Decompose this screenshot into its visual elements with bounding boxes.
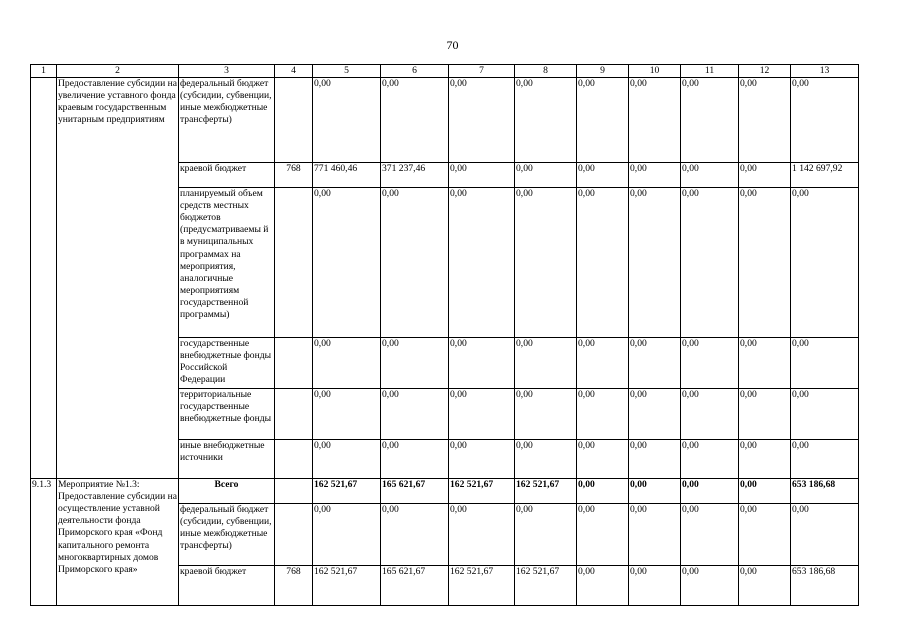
value-cell: 0,00 xyxy=(381,78,449,163)
header-cell: 2 xyxy=(57,65,179,78)
value-cell: 0,00 xyxy=(381,188,449,338)
value-cell: 0,00 xyxy=(681,479,739,504)
value-cell: 165 621,67 xyxy=(381,566,449,606)
table-row xyxy=(31,479,859,504)
value-cell: 0,00 xyxy=(381,440,449,479)
value-cell: 0,00 xyxy=(449,440,515,479)
header-cell: 9 xyxy=(577,65,629,78)
value-cell: 0,00 xyxy=(381,389,449,440)
code-cell xyxy=(275,479,313,504)
value-cell: 0,00 xyxy=(739,504,791,566)
header-cell: 4 xyxy=(275,65,313,78)
value-cell: 0,00 xyxy=(739,440,791,479)
value-cell: 0,00 xyxy=(515,163,577,188)
value-cell: 162 521,67 xyxy=(515,566,577,606)
value-cell: 0,00 xyxy=(449,504,515,566)
value-cell: 0,00 xyxy=(629,504,681,566)
value-cell: 0,00 xyxy=(381,338,449,389)
value-cell: 0,00 xyxy=(681,504,739,566)
value-cell: 0,00 xyxy=(515,338,577,389)
funding-source-cell: государственные внебюджетные фонды Российской Федерации xyxy=(179,338,275,389)
value-cell: 0,00 xyxy=(739,566,791,606)
value-cell: 0,00 xyxy=(577,504,629,566)
total-cell: 0,00 xyxy=(791,440,859,479)
value-cell: 0,00 xyxy=(629,163,681,188)
value-cell: 0,00 xyxy=(313,188,381,338)
value-cell: 0,00 xyxy=(681,163,739,188)
funding-source-cell: федеральный бюджет (субсидии, субвенции, иные межбюджетные трансферты) xyxy=(179,504,275,566)
value-cell: 0,00 xyxy=(739,389,791,440)
value-cell: 0,00 xyxy=(629,338,681,389)
value-cell: 0,00 xyxy=(515,389,577,440)
header-cell: 7 xyxy=(449,65,515,78)
total-cell: 0,00 xyxy=(791,188,859,338)
activity-name-cell: Предоставление субсидии на увеличение уставного фонда краевым государственным унитарным предприятиям xyxy=(57,78,179,479)
funding-source-cell: планируемый объем средств местных бюджетов (предусматриваемы й в муниципальных программах на мероприятия, аналогичные мероприятиям государственной программы) xyxy=(179,188,275,338)
code-cell xyxy=(275,338,313,389)
value-cell: 162 521,67 xyxy=(313,566,381,606)
value-cell: 0,00 xyxy=(681,440,739,479)
header-cell: 6 xyxy=(381,65,449,78)
total-cell: 0,00 xyxy=(791,389,859,440)
value-cell: 0,00 xyxy=(577,338,629,389)
value-cell: 0,00 xyxy=(577,188,629,338)
funding-source-cell: Всего xyxy=(179,479,275,504)
value-cell: 0,00 xyxy=(449,389,515,440)
value-cell: 0,00 xyxy=(629,479,681,504)
value-cell: 0,00 xyxy=(313,440,381,479)
funding-source-cell: иные внебюджетные источники xyxy=(179,440,275,479)
value-cell: 0,00 xyxy=(629,440,681,479)
code-cell: 768 xyxy=(275,163,313,188)
page-number: 70 xyxy=(446,38,459,52)
value-cell: 165 621,67 xyxy=(381,479,449,504)
value-cell: 0,00 xyxy=(313,338,381,389)
value-cell: 0,00 xyxy=(515,440,577,479)
funding-source-cell: краевой бюджет xyxy=(179,163,275,188)
row-number-cell xyxy=(31,78,57,479)
value-cell: 0,00 xyxy=(381,504,449,566)
code-cell xyxy=(275,389,313,440)
value-cell: 0,00 xyxy=(313,504,381,566)
budget-table xyxy=(30,64,859,606)
column-number-header xyxy=(31,65,859,78)
value-cell: 0,00 xyxy=(739,163,791,188)
value-cell: 0,00 xyxy=(449,78,515,163)
activity-name-cell: Мероприятие №1.3: Предоставление субсидии на осуществление уставной деятельности фонда Приморского края «Фонд капитального ремонта многоквартирных домов Приморского края» xyxy=(57,479,179,606)
total-cell: 653 186,68 xyxy=(791,479,859,504)
value-cell: 162 521,67 xyxy=(515,479,577,504)
value-cell: 0,00 xyxy=(577,479,629,504)
code-cell: 768 xyxy=(275,566,313,606)
value-cell: 0,00 xyxy=(739,338,791,389)
total-cell: 0,00 xyxy=(791,338,859,389)
funding-source-cell: территориальные государственные внебюджетные фонды xyxy=(179,389,275,440)
value-cell: 0,00 xyxy=(515,188,577,338)
header-cell: 11 xyxy=(681,65,739,78)
code-cell xyxy=(275,188,313,338)
value-cell: 0,00 xyxy=(681,78,739,163)
value-cell: 0,00 xyxy=(629,566,681,606)
total-cell: 0,00 xyxy=(791,78,859,163)
code-cell xyxy=(275,440,313,479)
value-cell: 162 521,67 xyxy=(449,479,515,504)
header-cell: 3 xyxy=(179,65,275,78)
value-cell: 0,00 xyxy=(629,389,681,440)
value-cell: 0,00 xyxy=(681,188,739,338)
value-cell: 0,00 xyxy=(681,338,739,389)
value-cell: 0,00 xyxy=(739,479,791,504)
value-cell: 0,00 xyxy=(577,440,629,479)
header-cell: 13 xyxy=(791,65,859,78)
code-cell xyxy=(275,78,313,163)
value-cell: 371 237,46 xyxy=(381,163,449,188)
value-cell: 0,00 xyxy=(449,163,515,188)
header-cell: 12 xyxy=(739,65,791,78)
value-cell: 0,00 xyxy=(629,78,681,163)
funding-source-cell: федеральный бюджет (субсидии, субвенции, иные межбюджетные трансферты) xyxy=(179,78,275,163)
value-cell: 771 460,46 xyxy=(313,163,381,188)
value-cell: 0,00 xyxy=(739,78,791,163)
value-cell: 0,00 xyxy=(681,389,739,440)
header-cell: 10 xyxy=(629,65,681,78)
funding-source-cell: краевой бюджет xyxy=(179,566,275,606)
value-cell: 162 521,67 xyxy=(449,566,515,606)
header-cell: 5 xyxy=(313,65,381,78)
value-cell: 0,00 xyxy=(681,566,739,606)
value-cell: 0,00 xyxy=(313,78,381,163)
value-cell: 0,00 xyxy=(577,163,629,188)
header-cell: 8 xyxy=(515,65,577,78)
code-cell xyxy=(275,504,313,566)
total-cell: 1 142 697,92 xyxy=(791,163,859,188)
value-cell: 0,00 xyxy=(739,188,791,338)
value-cell: 0,00 xyxy=(515,504,577,566)
value-cell: 162 521,67 xyxy=(313,479,381,504)
value-cell: 0,00 xyxy=(577,78,629,163)
value-cell: 0,00 xyxy=(313,389,381,440)
value-cell: 0,00 xyxy=(629,188,681,338)
value-cell: 0,00 xyxy=(515,78,577,163)
header-cell: 1 xyxy=(31,65,57,78)
row-number-cell: 9.1.3 xyxy=(31,479,57,606)
value-cell: 0,00 xyxy=(449,188,515,338)
table-row xyxy=(31,78,859,163)
value-cell: 0,00 xyxy=(577,566,629,606)
value-cell: 0,00 xyxy=(577,389,629,440)
value-cell: 0,00 xyxy=(449,338,515,389)
total-cell: 653 186,68 xyxy=(791,566,859,606)
total-cell: 0,00 xyxy=(791,504,859,566)
